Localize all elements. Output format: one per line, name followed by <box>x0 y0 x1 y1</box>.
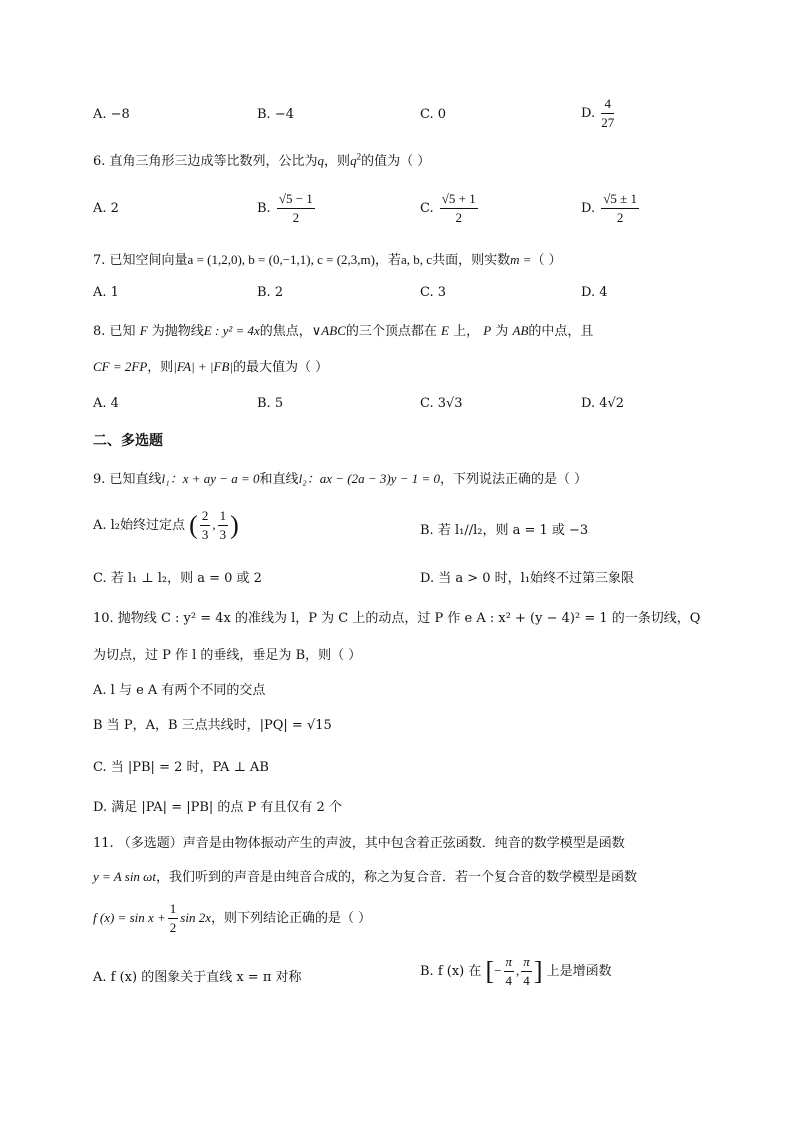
q10-option-a: A. l 与 e A 有两个不同的交点 <box>93 683 266 698</box>
q8-stem-line1: 8. 已知 F 为抛物线E : y² = 4x的焦点，∨ABC的三个顶点都在 E 上， P 为 AB的中点，且 <box>93 323 594 339</box>
q9-option-a: A. l₂始终过定点 ( $\frac{2}{3}$ , $\frac{1}{3}$ ) <box>93 508 239 542</box>
section-heading-multiple-choice: 二、多选题 <box>93 433 163 449</box>
q8-option-a: A. 4 <box>93 396 119 411</box>
q9-option-b: B. 若 l₁//l₂，则 a = 1 或 −3 <box>420 523 589 538</box>
q6-option-a: A. 2 <box>93 201 119 216</box>
q6-option-b: B. $\frac{√5 - 1}{2}$ <box>257 191 313 225</box>
q7-option-d: D. 4 <box>581 285 608 300</box>
q11-stem-line1: 11. （多选题）声音是由物体振动产生的声波，其中包含着正弦函数．纯音的数学模型是函数 <box>93 836 625 851</box>
q6-option-d: D. $\frac{√5 \pm 1}{2}$ <box>581 191 638 225</box>
q10-stem-line2: 为切点，过 P 作 l 的垂线，垂足为 B，则（ ） <box>93 648 362 663</box>
q8-stem-line2: CF = 2FP，则|FA| + |FB|的最大值为（ ） <box>93 359 329 375</box>
q10-option-c: C. 当 |PB| = 2 时，PA ⊥ AB <box>93 760 269 775</box>
q7-stem: 7. 已知空间向量a = (1,2,0), b = (0,−1,1), c = (2,3,m)，若a, b, c共面，则实数m =（ ） <box>93 252 562 268</box>
q7-option-a: A. 1 <box>93 285 119 300</box>
q7-option-c: C. 3 <box>420 285 447 300</box>
q11-stem-line2: y = A sin ωt，我们听到的声音是由纯音合成的，称之为复合音．若一个复合音的数学模型是函数 <box>93 869 637 885</box>
q9-option-d: D. 当 a > 0 时，l₁始终不过第三象限 <box>420 571 635 586</box>
q11-stem-line3: f (x) = sin x + $\frac{1}{2}$ sin 2x，则下列结论正确的是（ ） <box>93 901 372 935</box>
q8-option-b: B. 5 <box>257 396 284 411</box>
q10-option-d: D. 满足 |PA| = |PB| 的点 P 有且仅有 2 个 <box>93 800 342 815</box>
q10-option-b: B 当 P，A，B 三点共线时，|PQ| = √15 <box>93 718 332 733</box>
q5-option-d: D. $\frac{4}{27}$ <box>581 96 615 130</box>
q8-option-c: C. 3√3 <box>420 396 463 411</box>
q11-option-a: A. f (x) 的图象关于直线 x = π 对称 <box>93 970 302 985</box>
q11-option-b: B. f (x) 在 [− $\frac{\pi}{4}$ , $\frac{\pi}{4}$ ] 上是增函数 <box>420 954 612 988</box>
q9-option-c: C. 若 l₁ ⊥ l₂，则 a = 0 或 2 <box>93 571 262 586</box>
q5-option-c: C. 0 <box>420 107 447 122</box>
q6-stem: 6. 直角三角形三边成等比数列，公比为q，则$q^2$的值为（ ） <box>93 151 431 169</box>
q7-option-b: B. 2 <box>257 285 284 300</box>
q6-option-c: C. $\frac{√5 + 1}{2}$ <box>420 191 476 225</box>
q5-option-b: B. −4 <box>257 107 294 122</box>
q8-option-d: D. 4√2 <box>581 396 625 411</box>
q10-stem-line1: 10. 抛物线 C : y² = 4x 的准线为 l，P 为 C 上的动点，过 P 作 e A : x² + (y − 4)² = 1 的一条切线，Q <box>93 611 701 626</box>
q5-option-a: A. −8 <box>93 107 130 122</box>
q9-stem: 9. 已知直线l₁：x + ay − a = 0和直线l₂：ax − (2a − 3)y − 1 = 0，下列说法正确的是（ ） <box>93 471 588 487</box>
